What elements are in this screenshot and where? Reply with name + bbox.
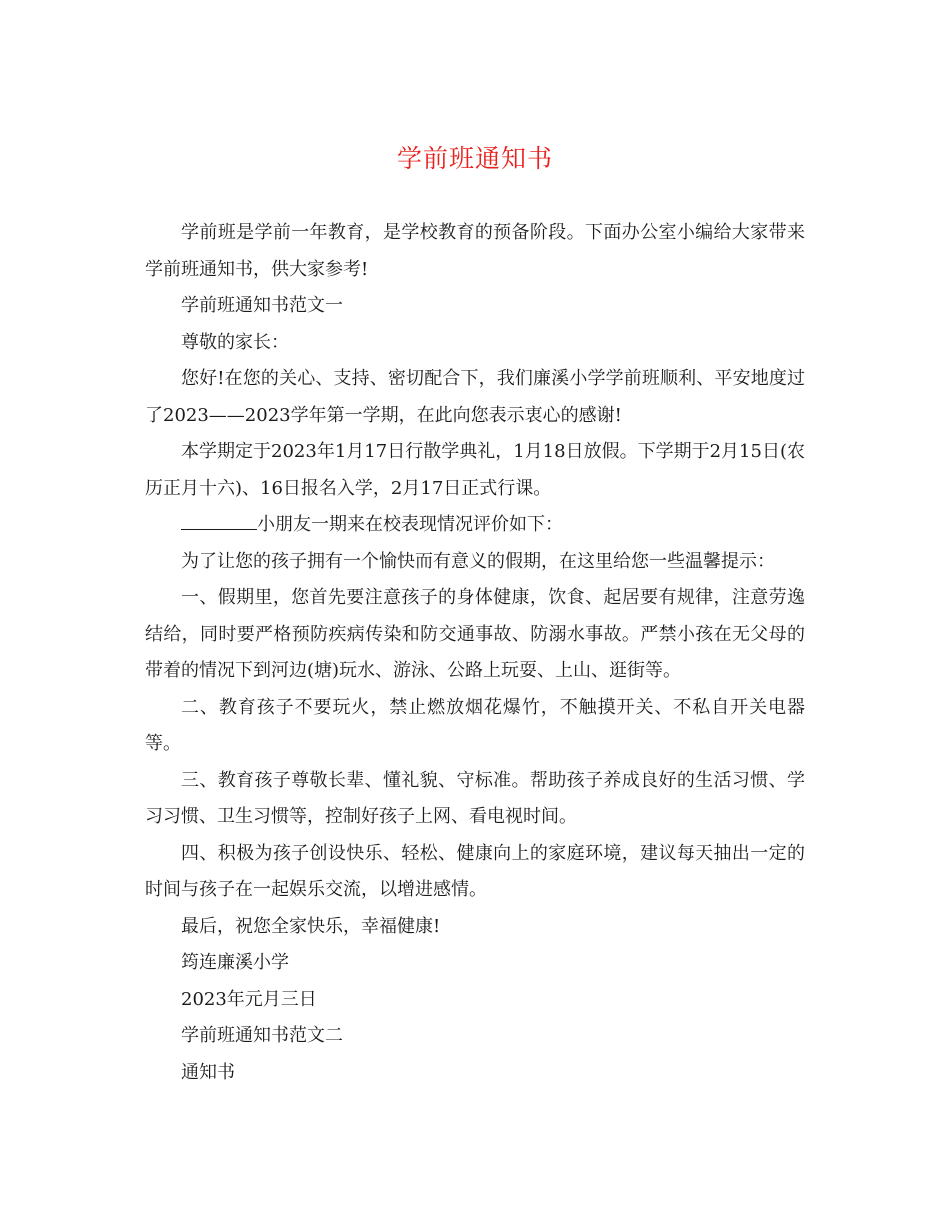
tip-three: 三、教育孩子尊敬长辈、懂礼貌、守标准。帮助孩子养成良好的生活习惯、学习习惯、卫生习惯等，控制好孩子上网、看电视时间。 <box>145 769 805 827</box>
closing-wish: 最后，祝您全家快乐，幸福健康! <box>181 915 441 937</box>
schedule-paragraph: 本学期定于2023年1月17日行散学典礼，1月18日放假。下学期于2月15日(农历正月十六)、16日报名入学，2月17日正式行课。 <box>145 441 805 499</box>
sample-one-heading: 学前班通知书范文一 <box>181 295 343 316</box>
intro-paragraph: 学前班是学前一年教育，是学校教育的预备阶段。下面办公室小编给大家带来学前班通知书，供大家参考! <box>145 222 805 280</box>
document-body <box>145 215 805 1091</box>
document-title: 学前班通知书 <box>396 144 553 173</box>
evaluation-line <box>145 507 805 544</box>
greeting-paragraph: 您好!在您的关心、支持、密切配合下，我们廉溪小学学前班顺利、平安地度过了2023——2023学年第一学期，在此向您表示衷心的感谢! <box>145 368 805 426</box>
salutation: 尊敬的家长： <box>181 331 289 353</box>
date-line: 2023年元月三日 <box>181 988 317 1010</box>
tips-intro: 为了让您的孩子拥有一个愉快而有意义的假期，在这里给您一些温馨提示： <box>181 550 775 572</box>
notice-heading: 通知书 <box>181 1061 235 1083</box>
evaluation-text: 小朋友一期来在校表现情况评价如下： <box>257 514 563 535</box>
tip-two: 二、教育孩子不要玩火，禁止燃放烟花爆竹，不触摸开关、不私自开关电器等。 <box>145 696 805 754</box>
tip-four: 四、积极为孩子创设快乐、轻松、健康向上的家庭环境，建议每天抽出一定的时间与孩子在一起娱乐交流，以增进感情。 <box>145 842 805 900</box>
sample-two-heading: 学前班通知书范文二 <box>181 1025 343 1046</box>
school-signature: 筠连廉溪小学 <box>181 952 289 973</box>
tip-one: 一、假期里，您首先要注意孩子的身体健康，饮食、起居要有规律，注意劳逸结给，同时要严格预防疾病传染和防交通事故、防溺水事故。严禁小孩在无父母的带着的情况下到河边(塘)玩水、游泳、公路上玩耍、上山、逛街等。 <box>145 587 805 681</box>
name-blank <box>181 511 257 530</box>
